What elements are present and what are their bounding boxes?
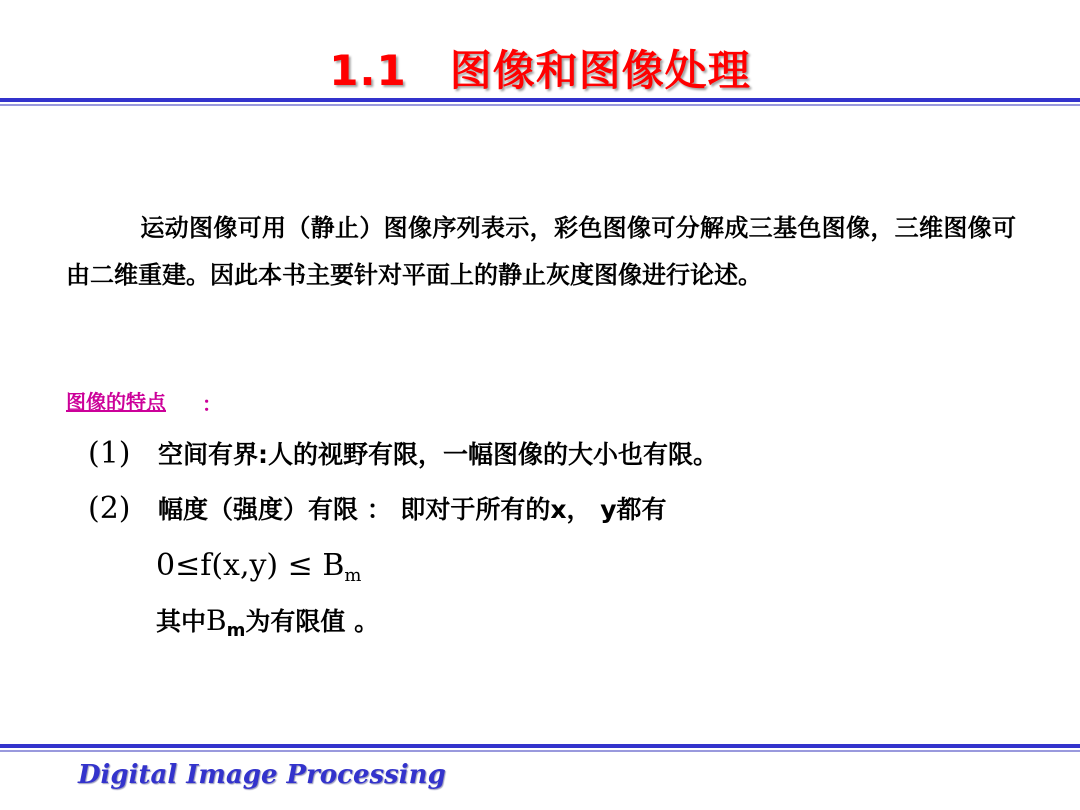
features-heading[interactable]: 图像的特点 <box>66 390 166 414</box>
amplitude-formula <box>156 548 361 586</box>
feature-number-1: (1) <box>88 436 131 471</box>
top-divider <box>0 98 1080 102</box>
bottom-divider <box>0 744 1080 748</box>
feature-item-1 <box>88 435 718 471</box>
feature-number-2: (2) <box>88 491 131 526</box>
note-suffix: 为有限值 。 <box>245 607 380 636</box>
feature-text-2: 幅度（强度）有限 ： 即对于所有的x， y都有 <box>158 495 667 524</box>
intro-paragraph <box>66 205 1016 299</box>
feature-item-2 <box>88 490 667 526</box>
bottom-divider-thin <box>0 750 1080 752</box>
formula-subscript: m <box>344 565 362 586</box>
intro-paragraph-text: 运动图像可用（静止）图像序列表示，彩色图像可分解成三基色图像，三维图像可由二维重建。因此本书主要针对平面上的静止灰度图像进行论述。 <box>66 214 1016 289</box>
bound-note <box>156 602 379 641</box>
footer-course-title: Digital Image Processing <box>78 760 446 790</box>
formula-main: 0≤f(x,y) ≤ B <box>156 548 345 583</box>
note-symbol: B <box>206 604 227 637</box>
note-subscript: m <box>226 620 246 641</box>
top-divider-thin <box>0 104 1080 106</box>
features-colon: ： <box>202 392 222 416</box>
slide-title: 1.1 图像和图像处理 <box>329 46 751 95</box>
feature-text-1: 空间有界:人的视野有限，一幅图像的大小也有限。 <box>158 440 718 469</box>
note-prefix: 其中 <box>156 607 207 636</box>
